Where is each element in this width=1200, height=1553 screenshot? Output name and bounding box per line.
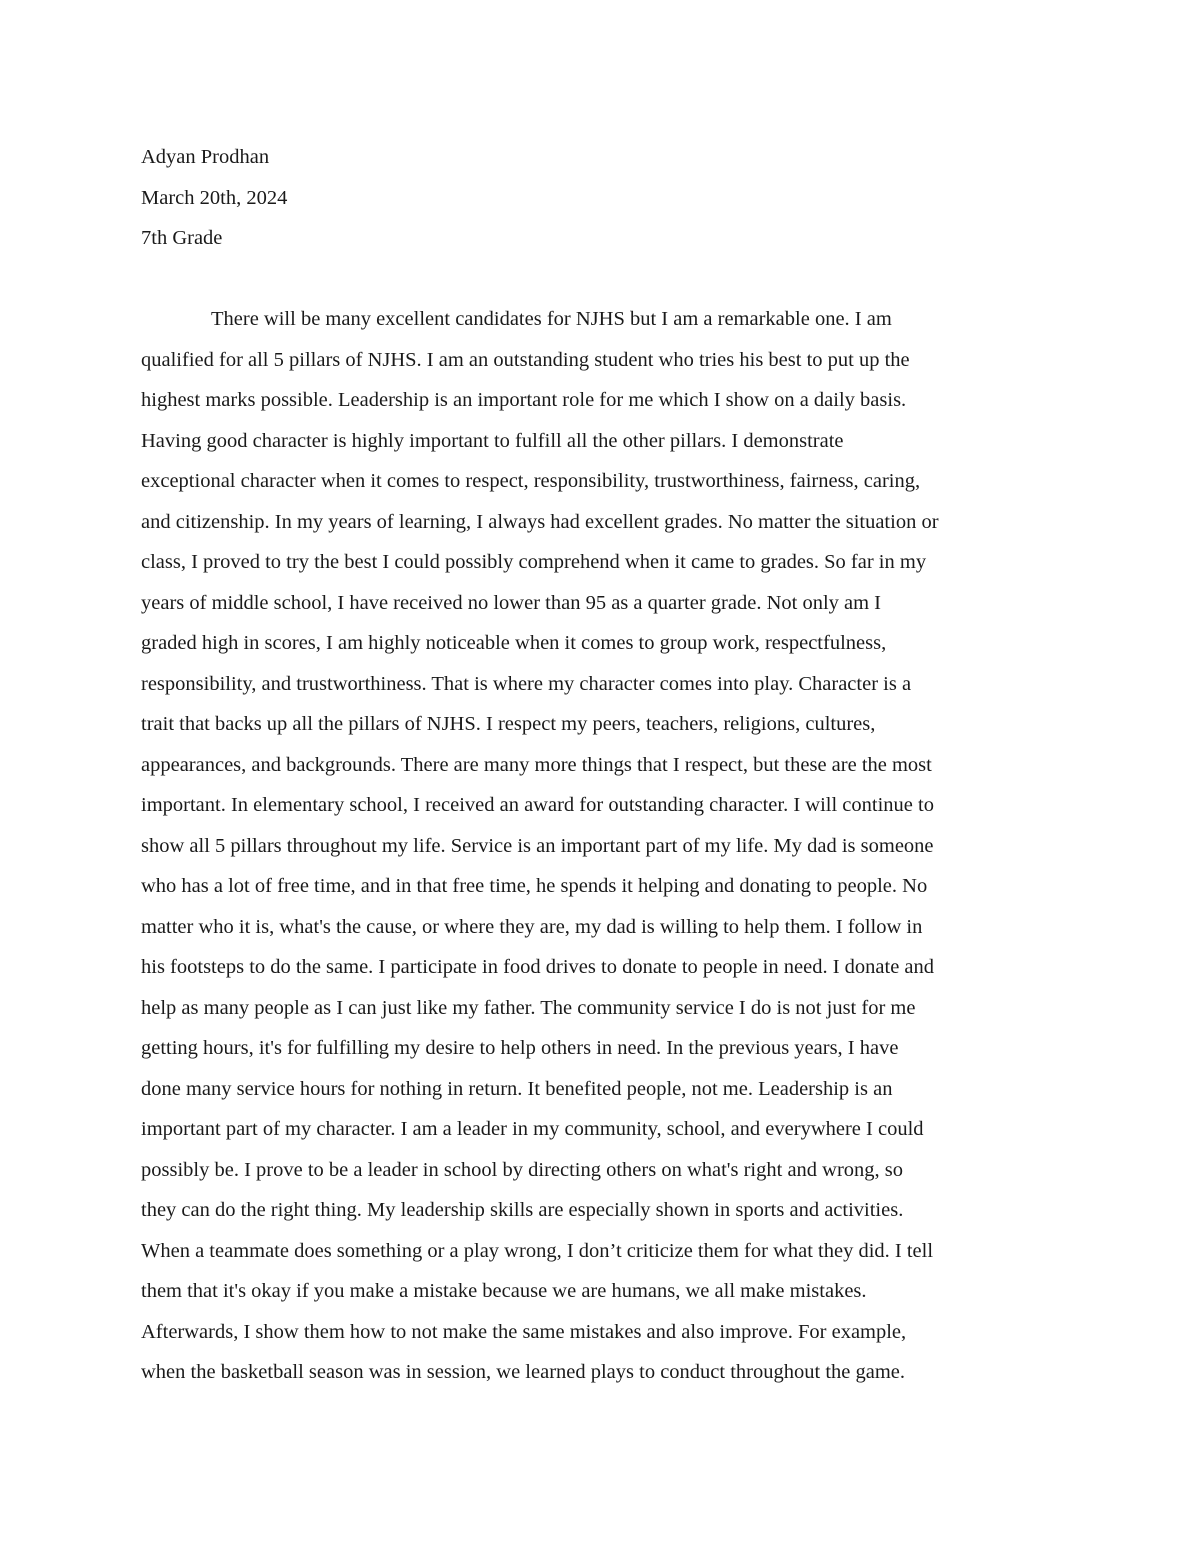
document-content (141, 137, 1066, 1393)
essay-line: Afterwards, I show them how to not make the same mistakes and also improve. For example, (141, 1320, 907, 1343)
essay-line: When a teammate does something or a play wrong, I don’t criticize them for what they did. I tell (141, 1239, 934, 1262)
essay-line: show all 5 pillars throughout my life. Service is an important part of my life. My dad is someone (141, 834, 934, 857)
essay-line: class, I proved to try the best I could possibly comprehend when it came to grades. So far in my (141, 551, 927, 573)
essay-line: getting hours, it's for fulfilling my desire to help others in need. In the previous years, I have (141, 1037, 899, 1059)
essay-line: matter who it is, what's the cause, or where they are, my dad is willing to help them. I follow in (141, 915, 923, 938)
essay-line: help as many people as I can just like my father. The community service I do is not just for me (141, 996, 916, 1019)
essay-paragraph (141, 299, 1066, 1393)
essay-line: and citizenship. In my years of learning, I always had excellent grades. No matter the situation or (141, 510, 939, 533)
document-date: March 20th, 2024 (141, 186, 288, 209)
essay-line: done many service hours for nothing in return. It benefited people, not me. Leadership is an (141, 1077, 893, 1100)
essay-line: responsibility, and trustworthiness. That is where my character comes into play. Character is a (141, 672, 912, 695)
essay-line: his footsteps to do the same. I participate in food drives to donate to people in need. I donate and (141, 956, 935, 978)
grade-level: 7th Grade (141, 227, 223, 249)
essay-line: highest marks possible. Leadership is an important role for me which I show on a daily basis. (141, 389, 907, 411)
essay-line: qualified for all 5 pillars of NJHS. I am an outstanding student who tries his best to put up the (141, 348, 910, 371)
essay-line: appearances, and backgrounds. There are many more things that I respect, but these are the most (141, 753, 932, 776)
essay-line: important. In elementary school, I received an award for outstanding character. I will continue to (141, 794, 934, 816)
essay-line: Having good character is highly important to fulfill all the other pillars. I demonstrate (141, 429, 844, 452)
author-name: Adyan Prodhan (141, 146, 270, 168)
essay-line: when the basketball season was in session, we learned plays to conduct throughout the game. (141, 1361, 906, 1383)
essay-line: possibly be. I prove to be a leader in school by directing others on what's right and wrong, so (141, 1158, 904, 1181)
essay-line: years of middle school, I have received no lower than 95 as a quarter grade. Not only am I (141, 591, 882, 614)
essay-line: them that it's okay if you make a mistake because we are humans, we all make mistakes. (141, 1280, 867, 1302)
essay-line: exceptional character when it comes to respect, responsibility, trustworthiness, fairness, caring, (141, 470, 921, 492)
essay-line: trait that backs up all the pillars of NJHS. I respect my peers, teachers, religions, cultures, (141, 713, 876, 735)
essay-line: important part of my character. I am a leader in my community, school, and everywhere I could (141, 1118, 924, 1140)
essay-line: they can do the right thing. My leadership skills are especially shown in sports and activities. (141, 1199, 904, 1221)
essay-line: graded high in scores, I am highly noticeable when it comes to group work, respectfulness, (141, 632, 887, 654)
essay-line: who has a lot of free time, and in that free time, he spends it helping and donating to people. No (141, 875, 928, 897)
essay-line: There will be many excellent candidates for NJHS but I am a remarkable one. I am (211, 308, 892, 330)
